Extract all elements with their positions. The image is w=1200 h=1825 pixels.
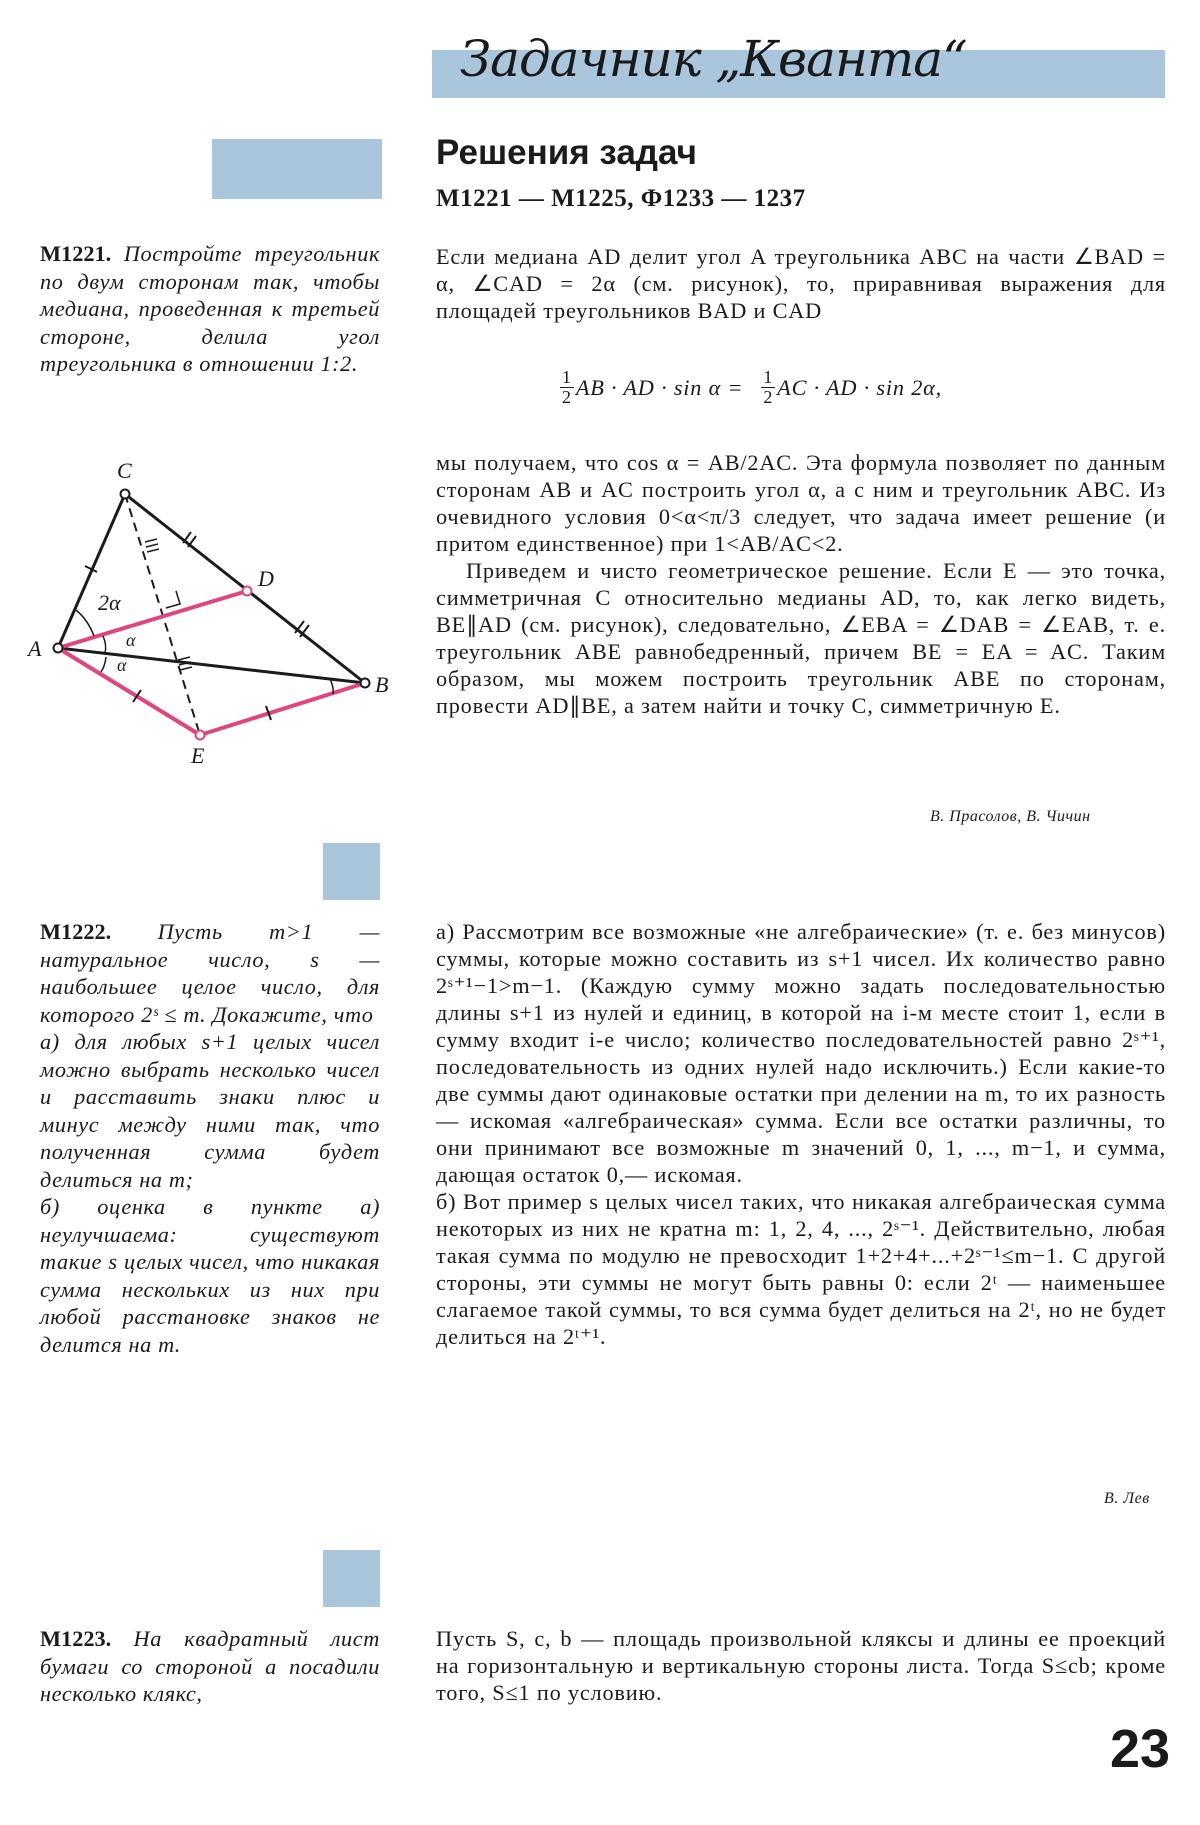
area-formula — [560, 368, 942, 407]
formula-right: AC · AD · sin 2α, — [777, 374, 943, 400]
label-alpha-2: α — [117, 655, 127, 675]
problem-m1222-statement — [40, 918, 380, 1358]
page-subtitle: М1221 — М1225, Ф1233 — 1237 — [436, 185, 806, 212]
fraction-half-2: $\frac{1}{2}$ — [763, 367, 774, 407]
solution-m1222 — [436, 918, 1166, 1350]
solution-paragraph: мы получаем, что cos α = AB/2AC. Эта формула позволяет по данным сторонам AB и AC построить угол α, а с ним и треугольник ABC. Из очевидного условия 0<α<π/3 следует, что задача имеет решение (и притом единственное) при 1<AB/AC<2. — [436, 450, 1166, 556]
problem-id: М1223. — [40, 1626, 112, 1651]
right-angle-mark — [166, 591, 180, 608]
solution-paragraph: Приведем и чисто геометрическое решение. Если E — это точка, симметричная C относительно медианы AD, то, как легко видеть, BE∥AD (см. рисунок), следовательно, ∠EBA = ∠DAB = ∠EAB, т. е. треугольник ABE равнобедренный, причем BE = EA = AC. Таким образом, мы можем построить треугольник ABE по сторонам, провести AD∥BE, а затем найти и точку C, симметричную E. — [436, 558, 1166, 718]
tick-dash-4 — [178, 657, 190, 660]
solution-paragraph: Если медиана AD делит угол A треугольника ABC на части ∠BAD = α, ∠CAD = 2α (см. рисунок), то, приравнивая выражения для площадей треугольников BAD и CAD — [436, 244, 1166, 323]
solution-paragraph: а) Рассмотрим все возможные «не алгебраические» (т. е. без минусов) суммы, которые можно составить из s+1 чисел. Их количество равно 2ˢ⁺¹−1>m−1. (Каждую сумму можно задать последовательностью длины s+1 из нулей и единиц, в которой на i-м месте стоит 1, если в сумму входит i-е число; количество последовательностей равно 2ˢ⁺¹, последовательность из одних нулей надо исключить.) Если какие-то две суммы дают одинаковые остатки при делении на m, то их разность — искомая «алгебраическая» сумма. Если все остатки различны, то они принимают все возможные m значений 0, 1, ..., m−1, и сумма, дающая остаток 0,— искомая. — [436, 919, 1166, 1187]
author-signature: В. Лев — [1104, 1490, 1150, 1507]
decorative-box — [323, 843, 380, 900]
solution-m1221 — [436, 243, 1166, 324]
label-alpha-1: α — [126, 630, 136, 650]
point-c — [121, 490, 130, 499]
arc-alpha-1 — [103, 636, 106, 653]
side-eb — [200, 683, 365, 735]
page-number: 23 — [1110, 1719, 1171, 1779]
problem-text: Постройте треугольник по двум сторонам так, чтобы медиана, проведенная к третьей стороне, делила угол треугольника в отношении 1:2. — [40, 241, 380, 376]
problem-text: На квадратный лист бумаги со стороной a посадили несколько клякс, — [40, 1626, 380, 1706]
page-title: Решения задач — [436, 133, 697, 172]
problem-m1221-statement — [40, 240, 380, 378]
triangle-figure — [25, 458, 400, 783]
decorative-box — [323, 1550, 380, 1607]
median-ad — [58, 591, 247, 648]
tick-dash-2 — [146, 544, 158, 547]
label-c: C — [117, 458, 132, 483]
side-ac — [58, 494, 125, 648]
problem-part-a: а) для любых s+1 целых чисел можно выбрать несколько чисел и расставить знаки плюс и минус между ними так, что полученная сумма будет делиться на m; — [40, 1029, 380, 1192]
banner-title: Задачник „Кванта“ — [460, 30, 967, 88]
point-a — [54, 644, 63, 653]
label-2alpha: 2α — [98, 590, 121, 615]
problem-part-b: б) оценка в пункте а) неулучшаема: существуют такие s целых чисел, что никакая сумма нескольких из них при любой расстановке знаков не делится на m. — [40, 1194, 380, 1357]
solution-m1221-cont — [436, 449, 1166, 719]
fraction-half-1: $\frac{1}{2}$ — [562, 367, 572, 407]
problem-text: Пусть m>1 — натуральное число, s — наибольшее целое число, для которого 2ˢ ≤ m. Докажите, что — [40, 919, 380, 1027]
tick-dash-1 — [145, 539, 157, 542]
problem-m1223-statement — [40, 1625, 380, 1708]
label-a: A — [28, 636, 42, 661]
arc-2alpha — [76, 610, 94, 636]
solution-paragraph: Пусть S, c, b — площадь произвольной кляксы и длины ее проекций на горизонтальную и вертикальную стороны листа. Тогда S≤cb; кроме того, S≤1 по условию. — [436, 1626, 1166, 1705]
solution-paragraph: б) Вот пример s целых чисел таких, что никакая алгебраическая сумма некоторых из них не кратна m: 1, 2, 4, ..., 2ˢ⁻¹. Действительно, любая такая сумма по модулю не превосходит 1+2+4+...+2ˢ⁻¹≤m−1. С другой стороны, эти суммы не могут быть равны 0: если 2ᵗ — наименьшее слагаемое такой суммы, то вся сумма будет делиться на 2ᵗ, но не будет делиться на 2ᵗ⁺¹. — [436, 1189, 1166, 1349]
label-d: D — [258, 566, 274, 591]
author-signature: В. Прасолов, В. Чичин — [930, 808, 1091, 825]
decorative-box — [212, 139, 382, 199]
problem-id: М1222. — [40, 919, 112, 944]
point-b — [361, 679, 370, 688]
formula-left: AB · AD · sin α = — [575, 374, 744, 400]
tick-dash-6 — [180, 667, 192, 670]
point-e — [196, 731, 205, 740]
label-e: E — [191, 743, 205, 768]
point-d — [243, 587, 252, 596]
arc-alpha-2 — [101, 657, 106, 672]
label-b: B — [375, 672, 389, 697]
solution-m1223 — [436, 1625, 1166, 1706]
tick-dash-3 — [147, 549, 159, 552]
problem-id: М1221. — [40, 241, 112, 266]
